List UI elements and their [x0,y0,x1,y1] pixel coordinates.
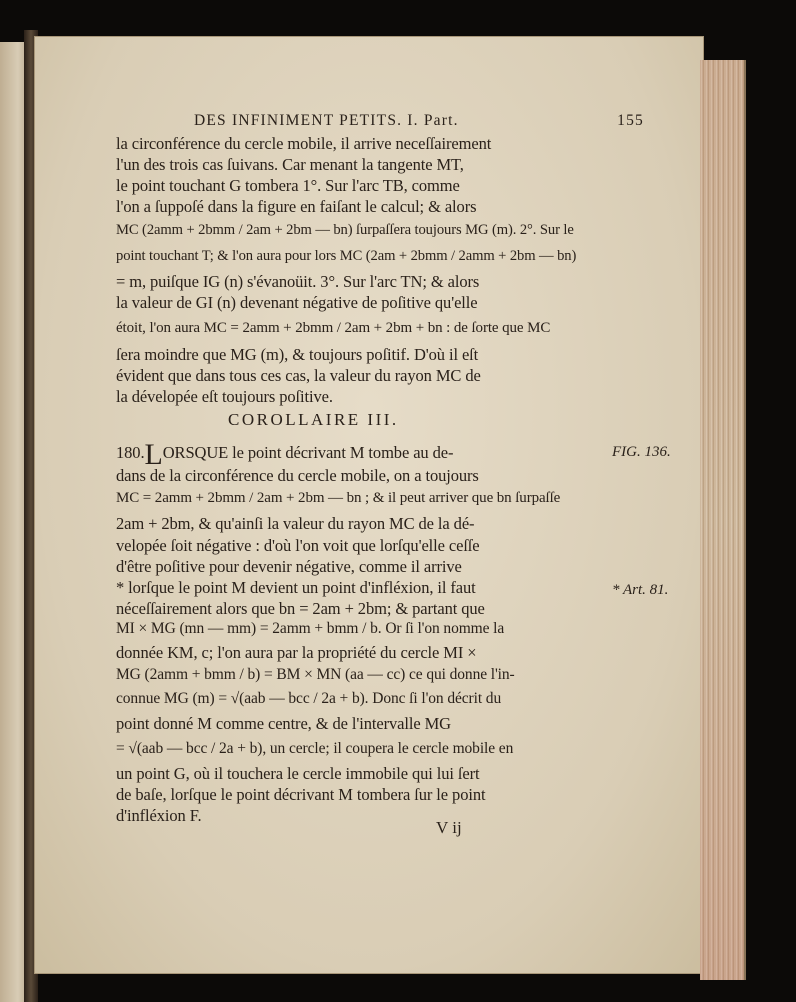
text-line: MI × MG (mn — mm) = 2amm + bmm / b. Or ſi l'on nomme la [116,620,505,637]
running-title: DES INFINIMENT PETITS. I. Part. [194,112,459,129]
text-line: velopée ſoit négative : d'où l'on voit que lorſqu'elle ceſſe [116,536,480,555]
text-line: l'on a ſuppoſé dans la figure en faiſant le calcul; & alors [116,197,477,216]
text-line: d'infléxion F. [116,806,202,825]
running-header [194,112,644,130]
page-number: 155 [617,112,644,129]
text-line: point touchant T; & l'on aura pour lors MC (2am + 2bmm / 2amm + 2bm — bn) [116,248,577,264]
text-line: la circonférence du cercle mobile, il arrive neceſſairement [116,134,492,153]
text-line: d'être poſitive pour devenir négative, comme il arrive [116,557,462,576]
text-line: le point touchant G tombera 1°. Sur l'arc TB, comme [116,176,460,195]
margin-note-figure: FIG. 136. [612,444,671,460]
text-line: un point G, où il touchera le cercle immobile qui lui ſert [116,764,480,783]
text-line: * lorſque le point M devient un point d'infléxion, il faut [116,578,476,597]
text-line: 2am + 2bm, & qu'ainſi la valeur du rayon MC de la dé- [116,514,475,533]
text-line: étoit, l'on aura MC = 2amm + 2bmm / 2am + 2bm + bn : de ſorte que MC [116,320,551,336]
text-line: ſera moindre que MG (m), & toujours poſitif. D'où il eſt [116,345,479,364]
first-line-text: ORSQUE le point décrivant M tombe au de- [162,443,454,462]
text-line: donnée KM, c; l'on aura par la propriété du cercle MI × [116,643,477,662]
section-heading: COROLLAIRE III. [228,410,399,429]
margin-note-article: * Art. 81. [612,582,669,598]
signature-mark: V ij [436,818,462,837]
text-line: point donné M comme centre, & de l'intervalle MG [116,714,451,733]
page-edge-stain [700,60,744,980]
drop-initial: L [144,438,163,471]
text-line: MC = 2amm + 2bmm / 2am + 2bm — bn ; & il peut arriver que bn ſurpaſſe [116,490,561,506]
text-line: la valeur de GI (n) devenant négative de poſitive qu'elle [116,293,478,312]
text-line: MC (2amm + 2bmm / 2am + 2bm — bn) ſurpaſſera toujours MG (m). 2°. Sur le [116,222,574,238]
text-line: = √(aab — bcc / 2a + b), un cercle; il coupera le cercle mobile en [116,740,514,757]
text-line: dans de la circonférence du cercle mobile, on a toujours [116,466,479,485]
text-line: = m, puiſque IG (n) s'évanoüit. 3°. Sur l'arc TN; & alors [116,272,480,291]
text-line: néceſſairement alors que bn = 2am + 2bm; & partant que [116,599,485,618]
text-line: évident que dans tous ces cas, la valeur du rayon MC de [116,366,481,385]
text-line: MG (2amm + bmm / b) = BM × MN (aa — cc) ce qui donne l'in- [116,666,515,683]
text-line: la dévelopée eſt toujours poſitive. [116,387,333,406]
text-line: connue MG (m) = √(aab — bcc / 2a + b). Donc ſi l'on décrit du [116,690,502,707]
text-line: de baſe, lorſque le point décrivant M tombera ſur le point [116,785,486,804]
text-line: l'un des trois cas ſuivans. Car menant la tangente MT, [116,155,464,174]
section-number: 180. [116,443,145,462]
